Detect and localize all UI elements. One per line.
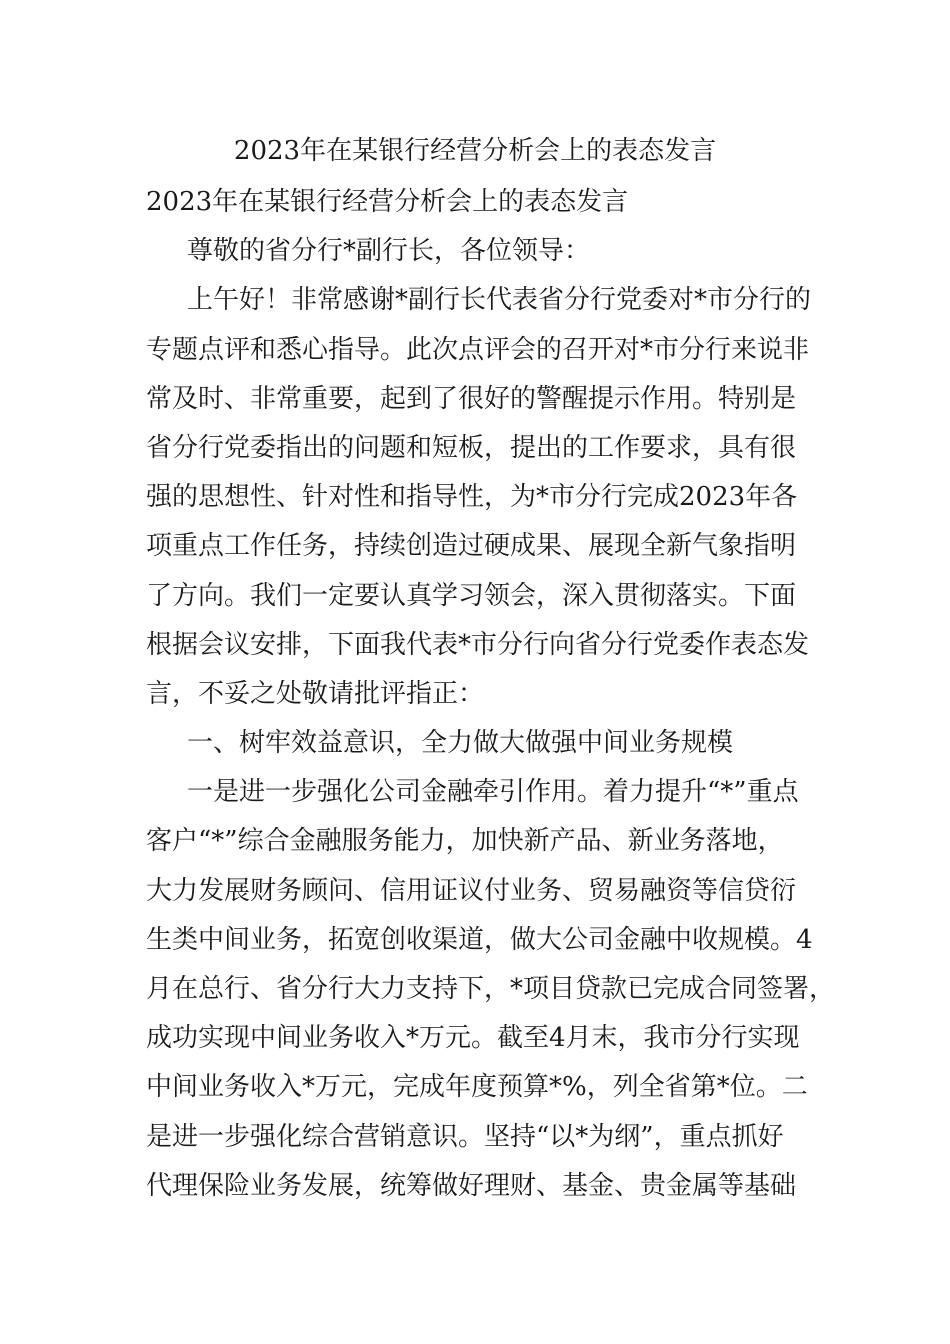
- text-line: 2023年在某银行经营分析会上的表态发言: [146, 187, 629, 217]
- text-line: 中间业务收入*万元，完成年度预算*%，列全省第*位。二: [146, 1072, 808, 1103]
- text-line: 代理保险业务发展，统筹做好理财、基金、贵金属等基础: [146, 1170, 797, 1201]
- text-line: 是进一步强化综合营销意识。坚持“以*为纲”，重点抓好: [146, 1121, 784, 1152]
- text-line: 省分行党委指出的问题和短板，提出的工作要求，具有很: [146, 432, 797, 463]
- text-line: 客户“*”综合金融服务能力，加快新产品、新业务落地，: [146, 826, 784, 857]
- text-line: 月在总行、省分行大力支持下，*项目贷款已完成合同签署，: [146, 974, 836, 1004]
- text-line: 生类中间业务，拓宽创收渠道，做大公司金融中收规模。4: [146, 924, 813, 955]
- text-line: 成功实现中间业务收入*万元。截至4月末，我市分行实现: [146, 1023, 800, 1054]
- text-line: 上午好！非常感谢*副行长代表省分行党委对*市分行的: [187, 285, 812, 316]
- text-line: 专题点评和悉心指导。此次点评会的召开对*市分行来说非: [146, 334, 810, 365]
- text-line: 根据会议安排，下面我代表*市分行向省分行党委作表态发: [146, 629, 810, 660]
- document-body: [146, 178, 836, 1211]
- text-line: 了方向。我们一定要认真学习领会，深入贯彻落实。下面: [146, 580, 797, 611]
- document-title: 2023年在某银行经营分析会上的表态发言: [233, 136, 717, 166]
- text-line: 强的思想性、针对性和指导性，为*市分行完成2023年各: [146, 482, 798, 513]
- section-heading: 一、树牢效益意识，全力做大做强中间业务规模: [187, 728, 734, 759]
- text-line: 尊敬的省分行*副行长，各位领导：: [187, 236, 591, 267]
- text-line: 大力发展财务顾问、信用证议付业务、贸易融资等信贷衍: [146, 875, 797, 906]
- text-line: 一是进一步强化公司金融牵引作用。着力提升“*”重点: [187, 777, 799, 808]
- text-line: 常及时、非常重要，起到了很好的警醒提示作用。特别是: [146, 383, 797, 414]
- text-line: 项重点工作任务，持续创造过硬成果、展现全新气象指明: [146, 531, 797, 562]
- text-line: 言，不妥之处敬请批评指正：: [146, 678, 485, 709]
